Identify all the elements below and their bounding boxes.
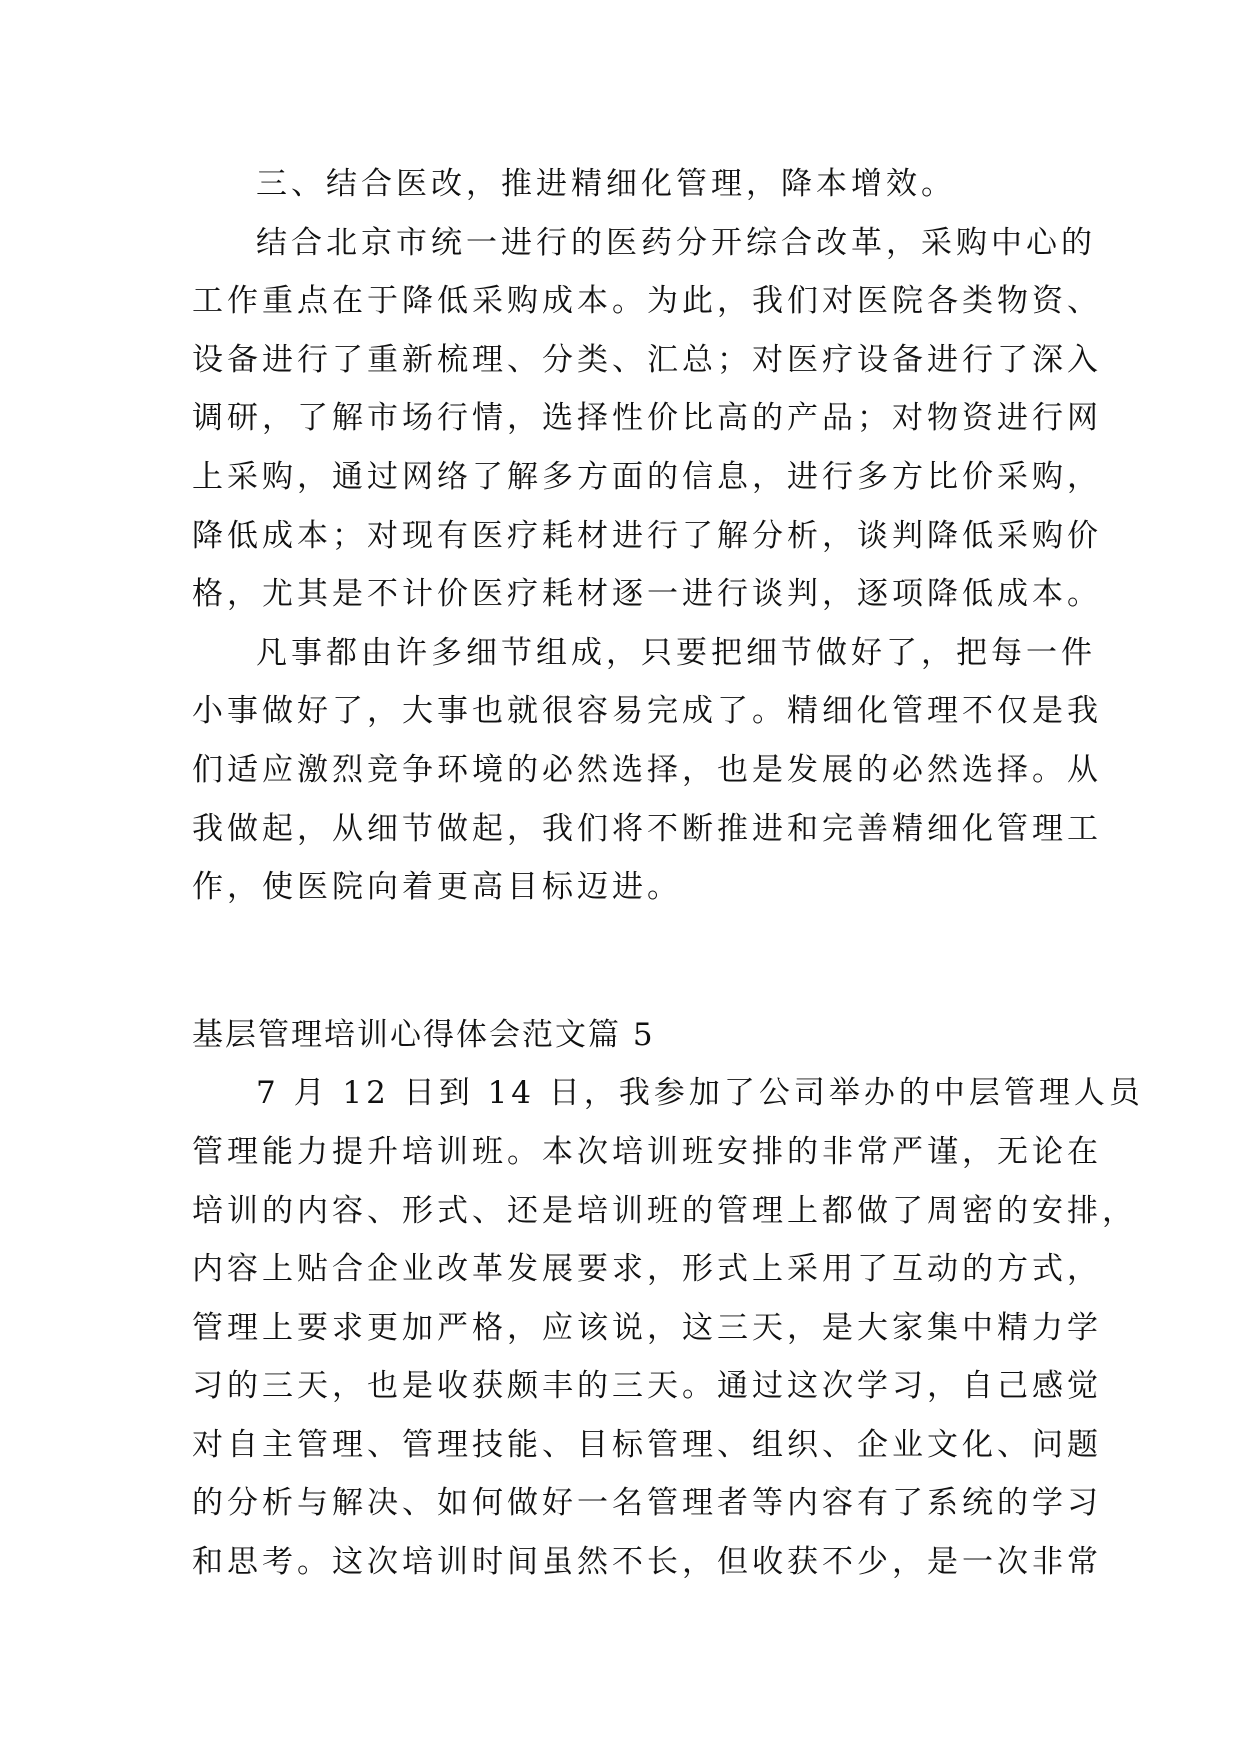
paragraph-line: 调研，了解市场行情，选择性价比高的产品；对物资进行网 [192,400,1102,437]
article-5-paragraph [192,1064,1144,1591]
section-heading-line: 三、结合医改，推进精细化管理，降本增效。 [256,166,956,202]
paragraph-line: 上采购，通过网络了解多方面的信息，进行多方比价采购， [192,458,1102,495]
paragraph-line: 的分析与解决、如何做好一名管理者等内容有了系统的学习 [192,1485,1102,1522]
paragraph-line: 们适应激烈竞争环境的必然选择，也是发展的必然选择。从 [192,751,1102,788]
document-body [192,155,1144,1592]
paragraph-line: 习的三天，也是收获颇丰的三天。通过这次学习，自己感觉 [192,1368,1102,1405]
paragraph-line: 凡事都由许多细节组成，只要把细节做好了，把每一件 [256,634,1096,671]
paragraph-line: 小事做好了，大事也就很容易完成了。精细化管理不仅是我 [192,693,1102,730]
article-5-title [192,1006,1072,1065]
section-3-paragraph-1 [192,214,1102,624]
paragraph-line: 内容上贴合企业改革发展要求，形式上采用了互动的方式， [192,1251,1102,1288]
paragraph-line: 设备进行了重新梳理、分类、汇总；对医疗设备进行了深入 [192,341,1102,378]
paragraph-line: 培训的内容、形式、还是培训班的管理上都做了周密的安排， [192,1192,1137,1229]
paragraph-line: 格，尤其是不计价医疗耗材逐一进行谈判，逐项降低成本。 [192,576,1102,613]
paragraph-line: 结合北京市统一进行的医药分开综合改革，采购中心的 [256,224,1096,261]
paragraph-line: 7 月 12 日到 14 日，我参加了公司举办的中层管理人员 [256,1075,1144,1112]
section-3-paragraph-2 [192,624,1102,917]
paragraph-line: 管理上要求更加严格，应该说，这三天，是大家集中精力学 [192,1309,1102,1346]
paragraph-line: 和思考。这次培训时间虽然不长，但收获不少，是一次非常 [192,1544,1102,1581]
paragraph-line: 对自主管理、管理技能、目标管理、组织、企业文化、问题 [192,1426,1102,1463]
paragraph-line: 工作重点在于降低采购成本。为此，我们对医院各类物资、 [192,283,1102,320]
section-3-heading [192,155,1072,214]
section-gap [192,917,1072,1006]
article-title: 基层管理培训心得体会范文篇 5 [192,1016,655,1053]
paragraph-line: 作，使医院向着更高目标迈进。 [192,869,682,906]
paragraph-line: 管理能力提升培训班。本次培训班安排的非常严谨，无论在 [192,1133,1102,1170]
paragraph-line: 我做起，从细节做起，我们将不断推进和完善精细化管理工 [192,810,1102,847]
paragraph-line: 降低成本；对现有医疗耗材进行了解分析，谈判降低采购价 [192,517,1102,554]
